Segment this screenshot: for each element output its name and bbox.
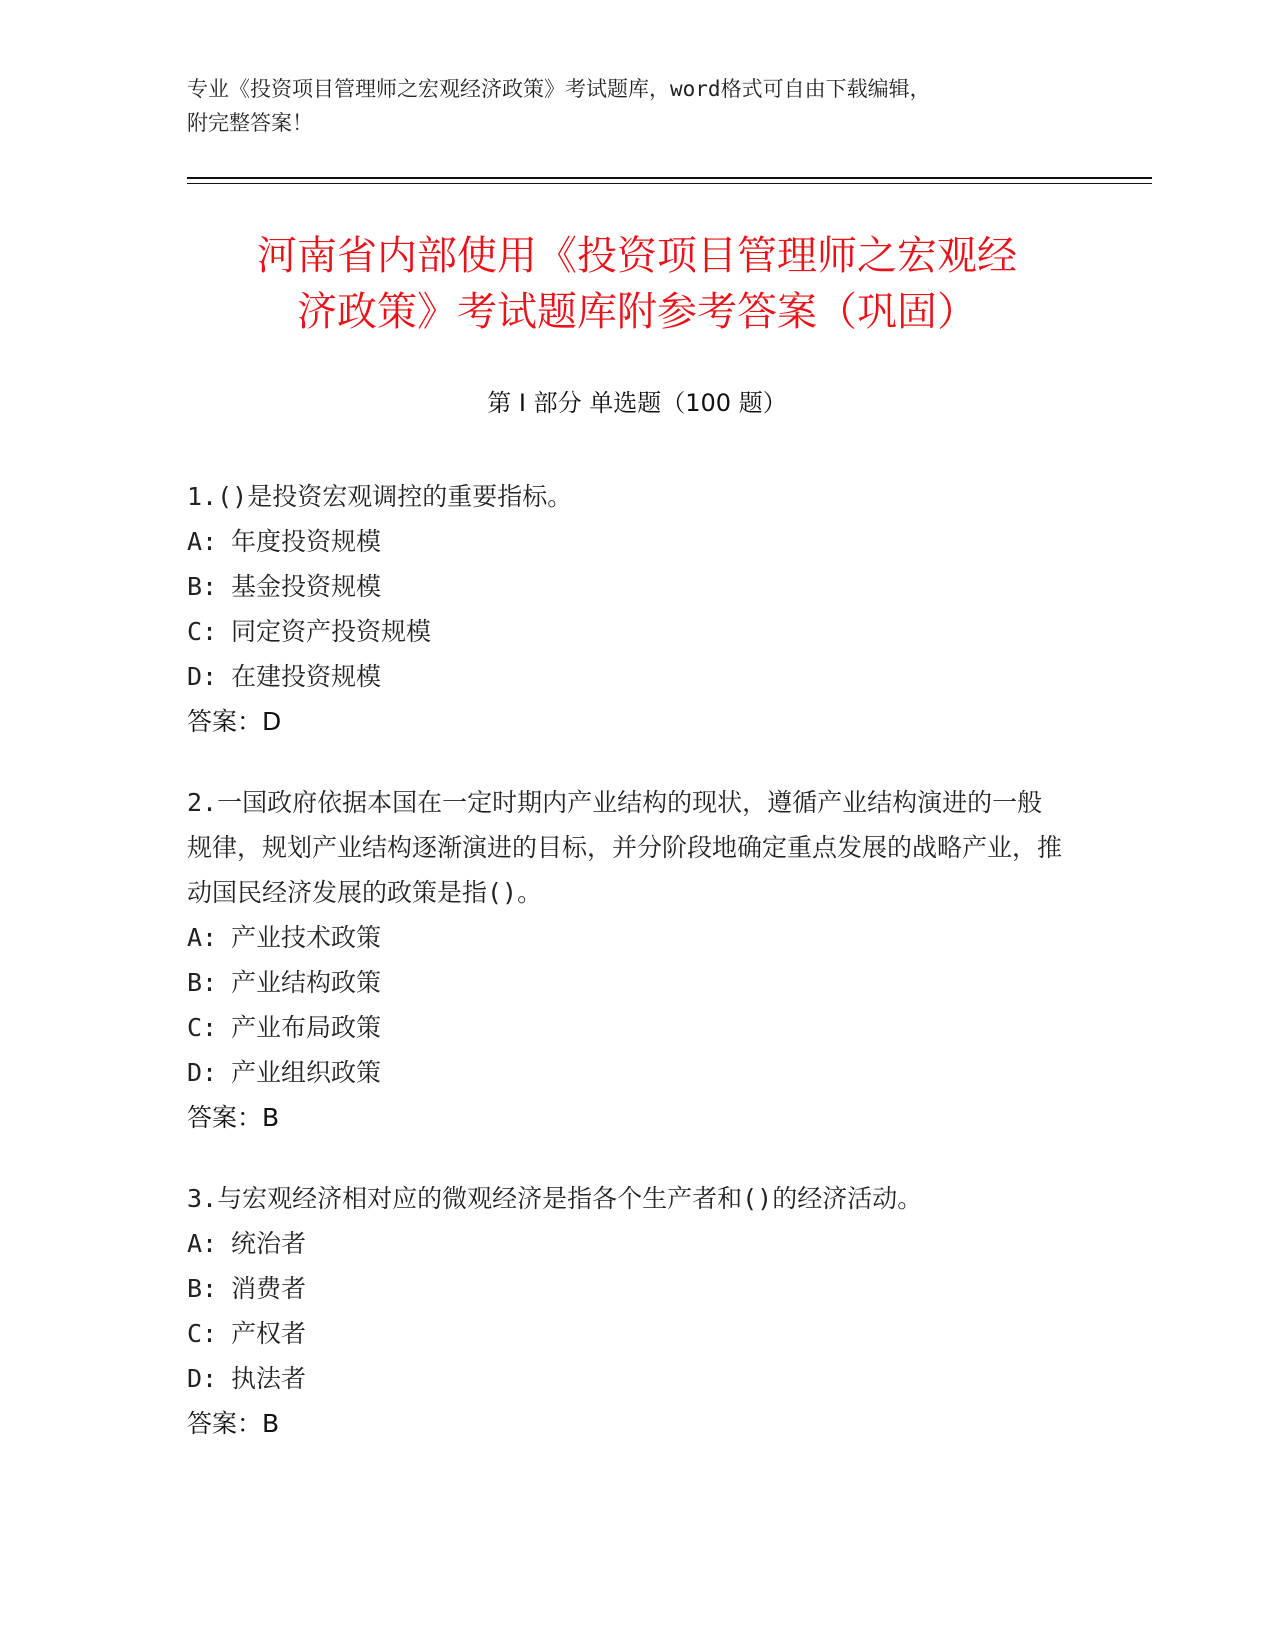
option-c <box>187 1311 1067 1356</box>
option-key: D: <box>187 1364 218 1393</box>
option-text: 统治者 <box>231 1229 307 1258</box>
document-title-line2: 济政策》考试题库附参考答案（巩固） <box>297 289 977 335</box>
option-key: A: <box>187 923 218 952</box>
option-text: 产业组织政策 <box>231 1058 382 1087</box>
question-list <box>187 474 1067 1482</box>
option-text: 同定资产投资规模 <box>231 617 432 646</box>
header-divider-thin <box>187 183 1152 184</box>
option-text: 执法者 <box>231 1364 307 1393</box>
option-text: 年度投资规模 <box>231 527 382 556</box>
option-key: C: <box>187 1013 218 1042</box>
section-title: 第 I 部分 单选题（100 题） <box>487 389 787 417</box>
option-text: 在建投资规模 <box>231 662 382 691</box>
option-key: A: <box>187 1229 218 1258</box>
option-b <box>187 1266 1067 1311</box>
option-text: 产业技术政策 <box>231 923 382 952</box>
option-a <box>187 519 1067 564</box>
option-key: A: <box>187 527 218 556</box>
question-1 <box>187 474 1067 744</box>
option-key: D: <box>187 1058 218 1087</box>
answer-label: 答案：D <box>187 707 282 736</box>
option-d <box>187 1050 1067 1095</box>
option-text: 基金投资规模 <box>231 572 382 601</box>
option-text: 产业布局政策 <box>231 1013 382 1042</box>
option-key: C: <box>187 1319 218 1348</box>
option-d <box>187 1356 1067 1401</box>
option-key: B: <box>187 968 218 997</box>
header-divider-thick <box>187 177 1152 179</box>
answer-label: 答案：B <box>187 1409 280 1438</box>
header-note-line2: 附完整答案！ <box>187 111 313 135</box>
question-2 <box>187 780 1067 1140</box>
header-note <box>187 72 1087 140</box>
question-stem: 1.()是投资宏观调控的重要指标。 <box>187 482 573 511</box>
question-3 <box>187 1176 1067 1446</box>
answer-label: 答案：B <box>187 1103 280 1132</box>
question-stem: 3.与宏观经济相对应的微观经济是指各个生产者和()的经济活动。 <box>187 1184 923 1213</box>
option-key: C: <box>187 617 218 646</box>
option-text: 产业结构政策 <box>231 968 382 997</box>
option-key: D: <box>187 662 218 691</box>
question-stem: 2.一国政府依据本国在一定时期内产业结构的现状，遵循产业结构演进的一般规律，规划产业结构逐渐演进的目标，并分阶段地确定重点发展的战略产业，推动国民经济发展的政策是指()。 <box>187 788 1063 907</box>
header-note-line1: 专业《投资项目管理师之宏观经济政策》考试题库，word格式可自由下载编辑， <box>187 77 931 101</box>
option-a <box>187 1221 1067 1266</box>
option-c <box>187 609 1067 654</box>
option-key: B: <box>187 572 218 601</box>
option-d <box>187 654 1067 699</box>
option-key: B: <box>187 1274 218 1303</box>
option-text: 消费者 <box>231 1274 307 1303</box>
option-c <box>187 1005 1067 1050</box>
option-text: 产权者 <box>231 1319 307 1348</box>
option-b <box>187 960 1067 1005</box>
document-title-line1: 河南省内部使用《投资项目管理师之宏观经 <box>257 233 1017 279</box>
option-a <box>187 915 1067 960</box>
document-title <box>187 228 1087 340</box>
option-b <box>187 564 1067 609</box>
